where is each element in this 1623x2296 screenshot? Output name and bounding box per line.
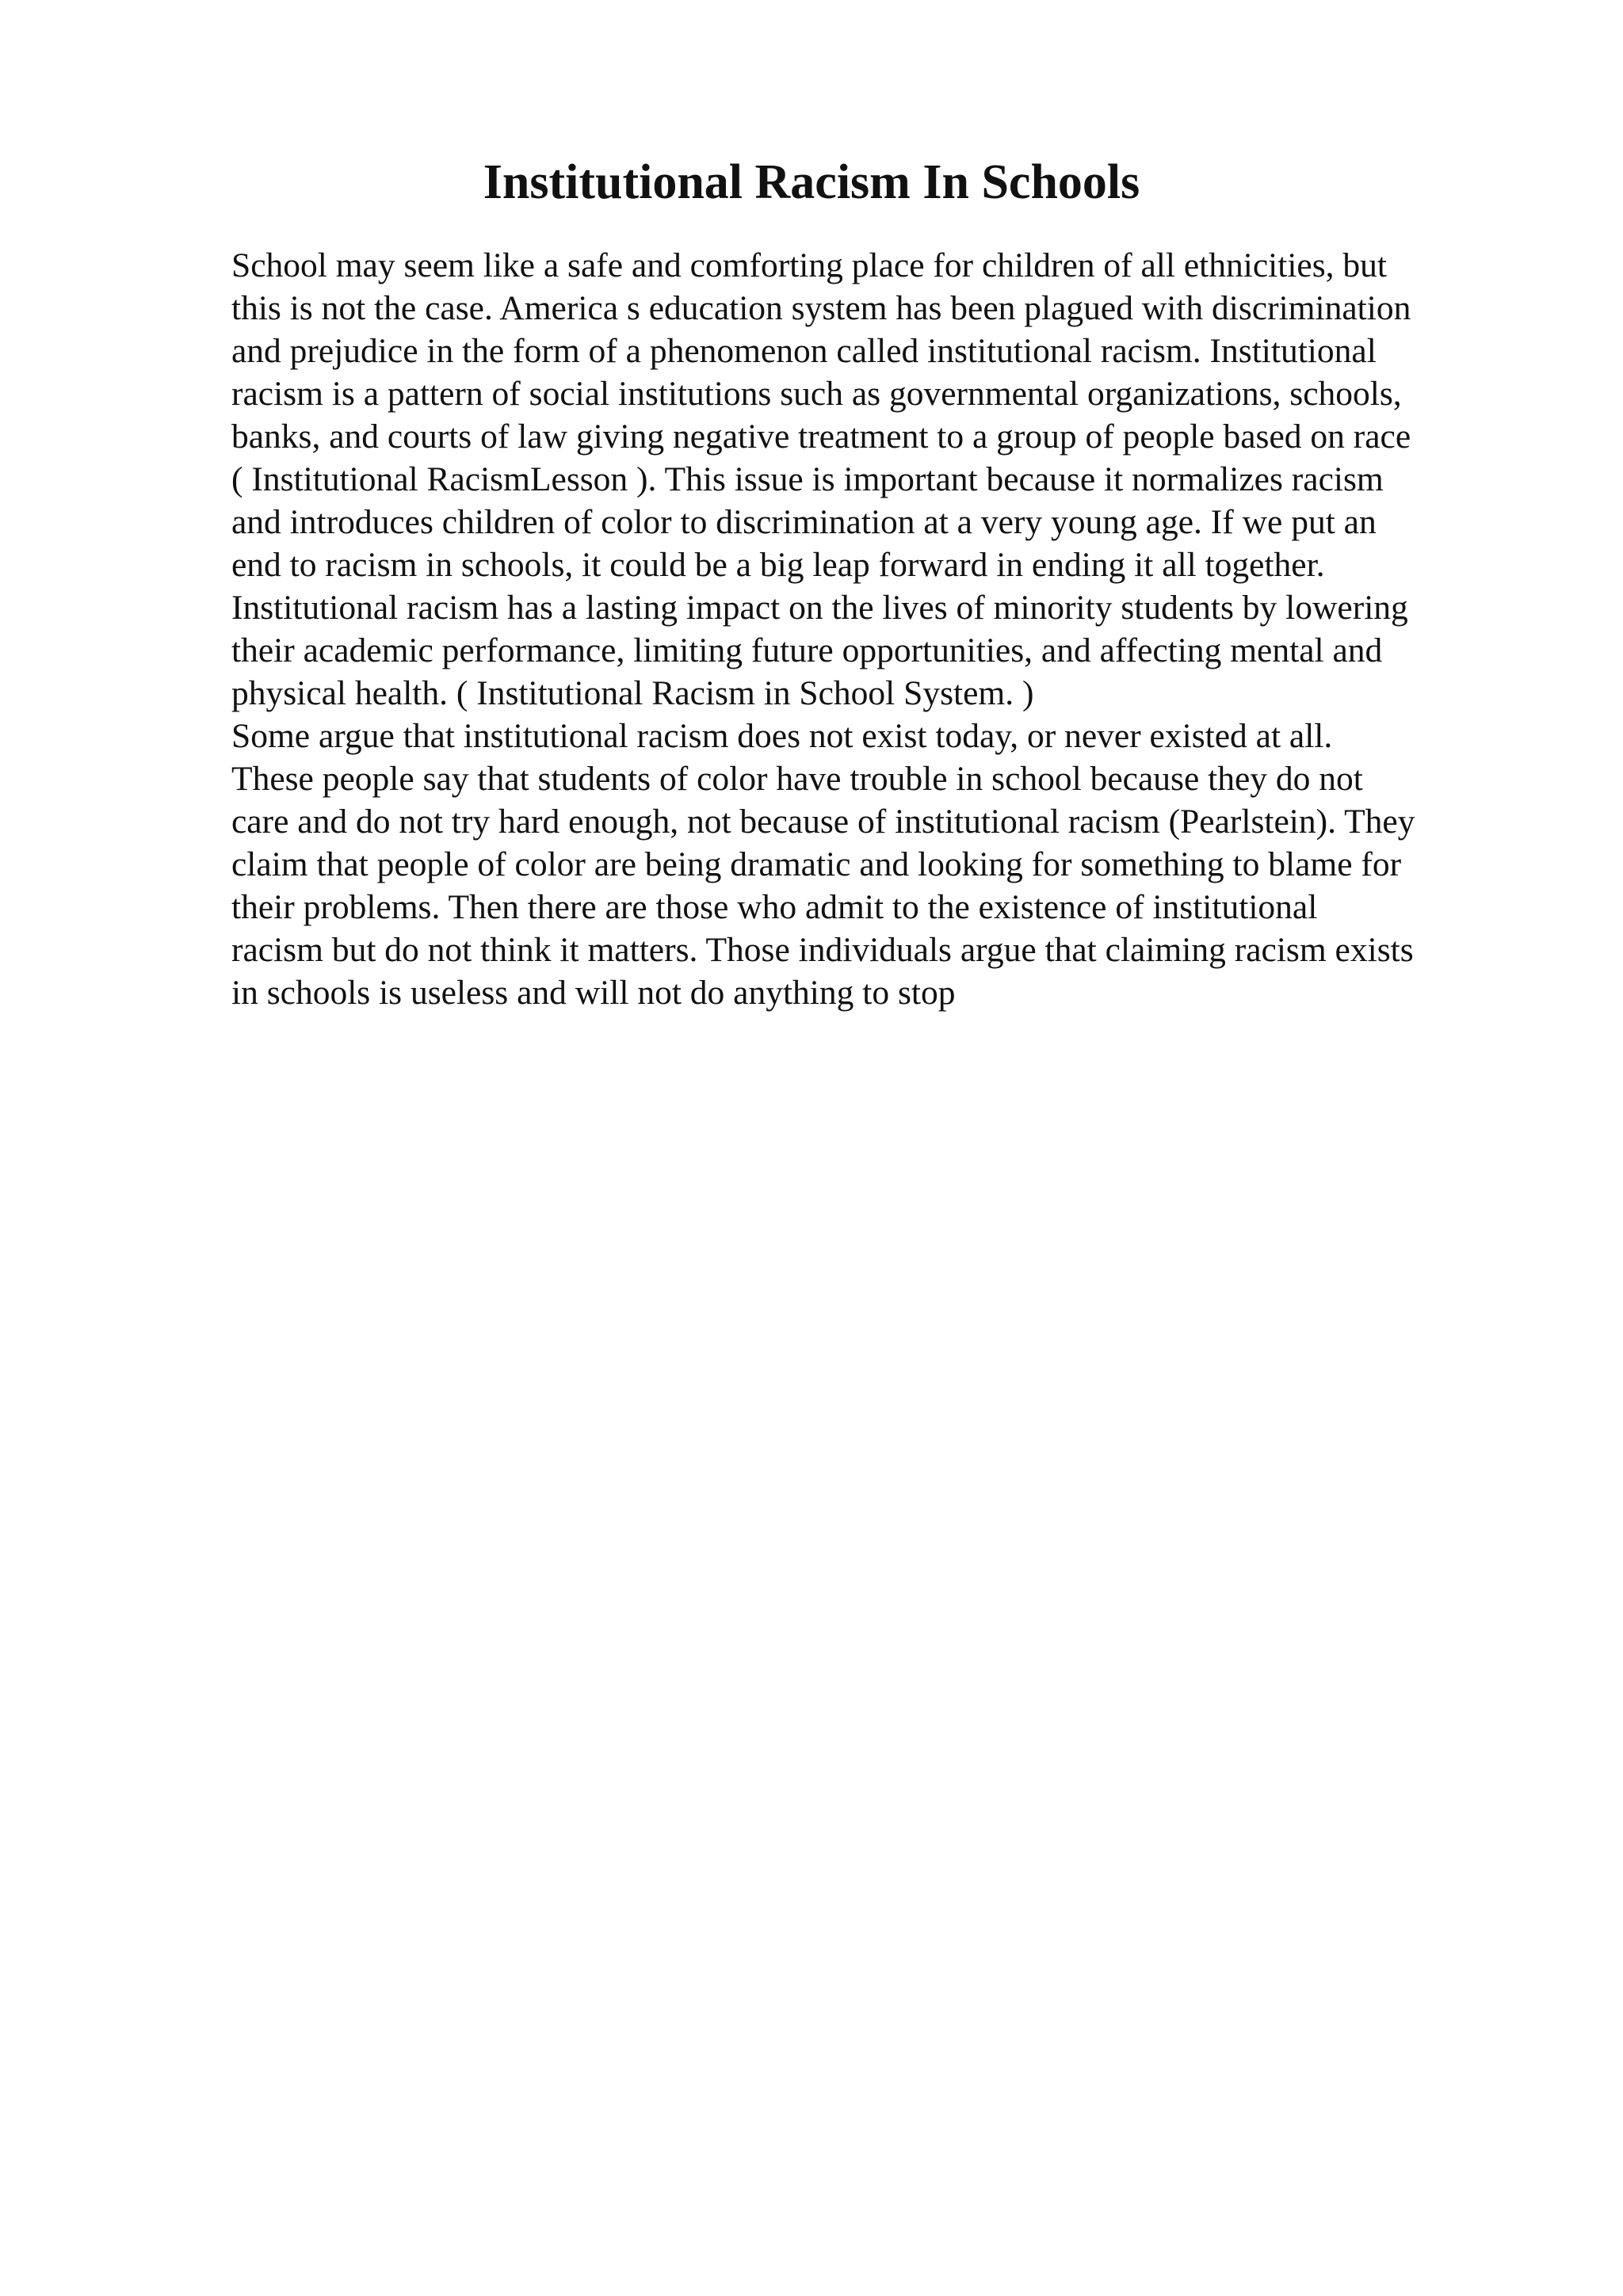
body-line: and prejudice in the form of a phenomenon called institutional racism. Institutional — [231, 332, 1377, 370]
body-line: physical health. ( Institutional Racism in School System. ) — [231, 674, 1034, 712]
body-line: this is not the case. America s education system has been plagued with discrimination — [231, 289, 1411, 327]
body-line: their academic performance, limiting future opportunities, and affecting mental and — [231, 631, 1383, 669]
body-line: ( Institutional RacismLesson ). This issue is important because it normalizes racism — [231, 460, 1384, 498]
body-line: Some argue that institutional racism does not exist today, or never existed at all. — [231, 717, 1333, 755]
body-line: racism but do not think it matters. Those individuals argue that claiming racism exists — [231, 931, 1414, 969]
body-line: end to racism in schools, it could be a big leap forward in ending it all together. — [231, 546, 1325, 584]
body-line: School may seem like a safe and comforting place for children of all ethnicities, but — [231, 246, 1387, 284]
body-line: banks, and courts of law giving negative treatment to a group of people based on race — [231, 418, 1411, 456]
document-title: Institutional Racism In Schools — [483, 155, 1140, 209]
document-body — [231, 244, 1515, 1014]
body-line: and introduces children of color to discrimination at a very young age. If we put an — [231, 503, 1377, 541]
body-line: in schools is useless and will not do anything to stop — [231, 974, 956, 1012]
body-line: claim that people of color are being dramatic and looking for something to blame for — [231, 845, 1402, 883]
body-line: These people say that students of color have trouble in school because they do not — [231, 760, 1363, 798]
body-line: Institutional racism has a lasting impact on the lives of minority students by lowering — [231, 589, 1408, 627]
body-line: their problems. Then there are those who admit to the existence of institutional — [231, 888, 1318, 926]
body-line: racism is a pattern of social institutions such as governmental organizations, schools, — [231, 375, 1402, 413]
body-line: care and do not try hard enough, not because of institutional racism (Pearlstein). They — [231, 803, 1415, 841]
